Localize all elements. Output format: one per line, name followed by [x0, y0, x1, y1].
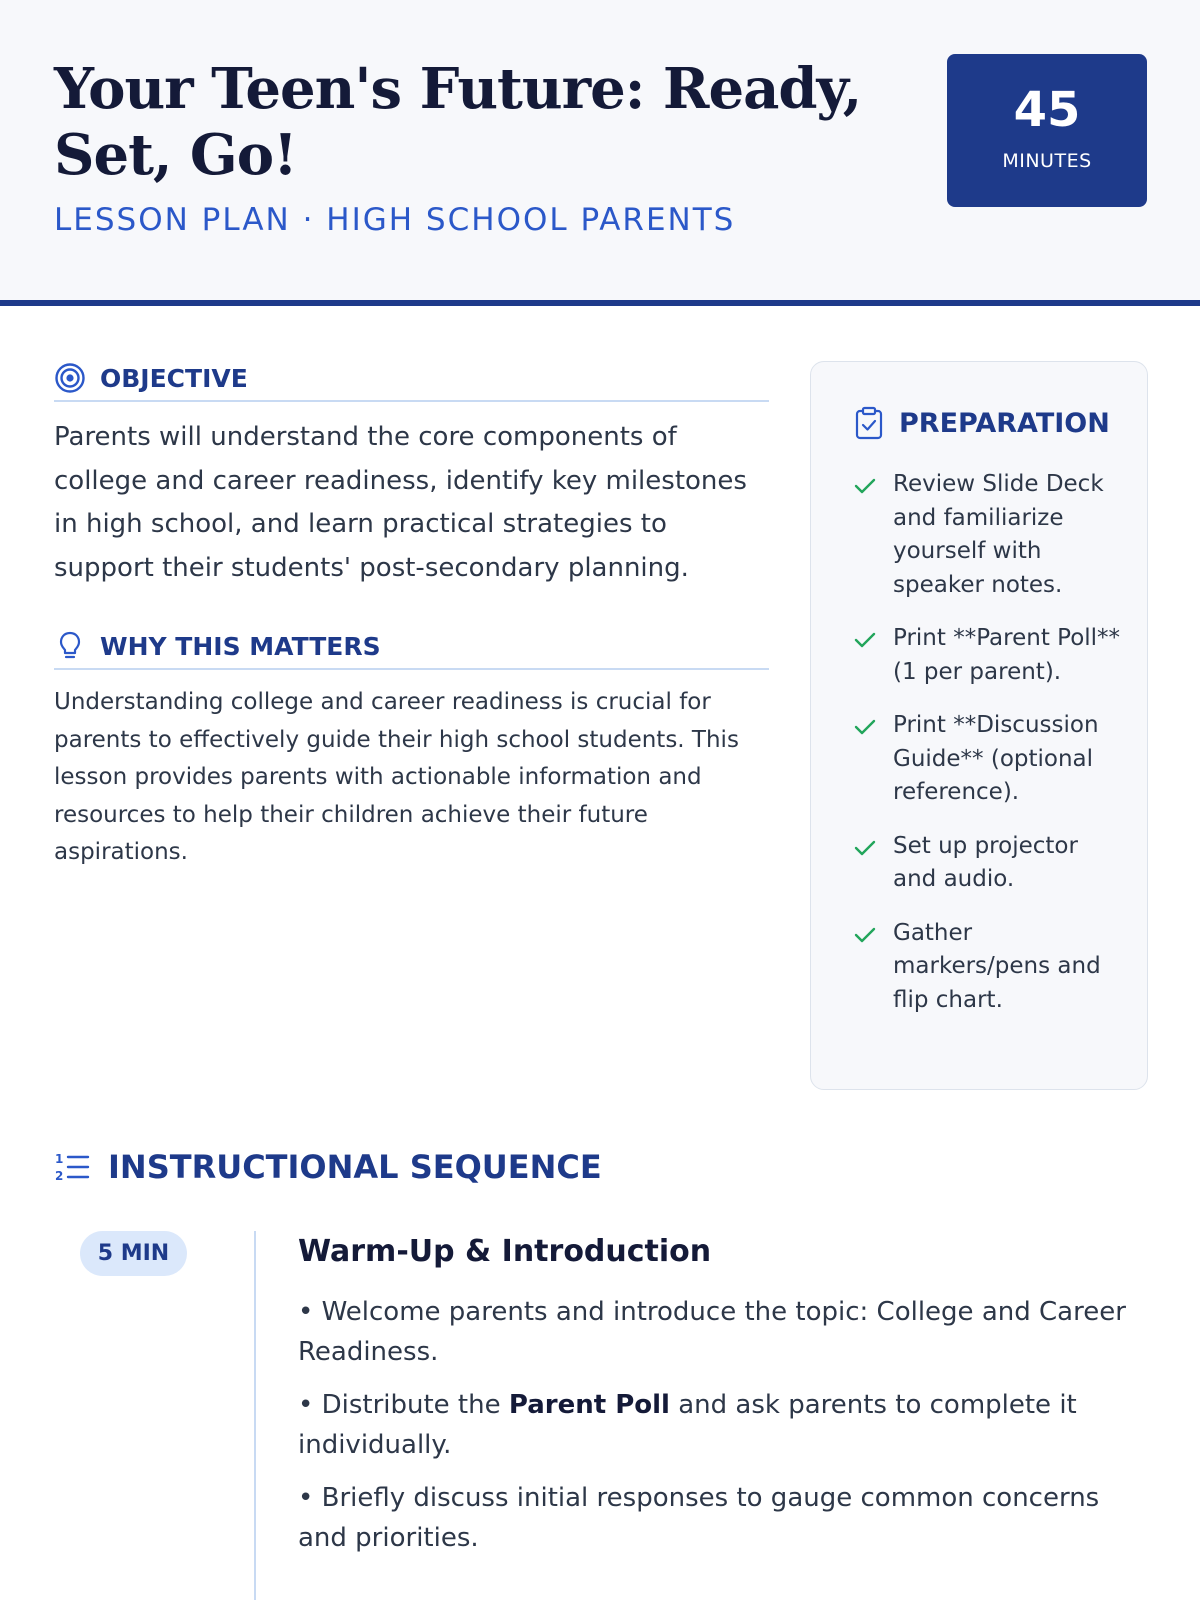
target-icon [54, 362, 86, 394]
step-title: Warm-Up & Introduction [298, 1234, 712, 1269]
instructional-sequence-label: INSTRUCTIONAL SEQUENCE [108, 1148, 602, 1186]
timeline-divider [254, 1231, 256, 1600]
preparation-list [853, 468, 1123, 1037]
step-time-badge: 5 MIN [80, 1231, 187, 1276]
checkmark-icon [853, 630, 877, 650]
step-bullet [298, 1385, 1128, 1465]
checkmark-icon [853, 925, 877, 945]
svg-text:1: 1 [55, 1152, 64, 1166]
step-bullet-text: • Distribute the [298, 1390, 509, 1420]
duration-unit: MINUTES [1002, 150, 1092, 172]
checkmark-icon [853, 838, 877, 858]
svg-text:2: 2 [55, 1169, 64, 1183]
numbered-list-icon [54, 1150, 90, 1184]
preparation-item-text: Gather markers/pens and flip chart. [893, 919, 1101, 1013]
step-bullet-text: • Welcome parents and introduce the topic: College and Career Readiness. [298, 1297, 1126, 1367]
why-heading [54, 626, 769, 670]
step-bullet-text: • Briefly discuss initial responses to gauge common concerns and priorities. [298, 1483, 1100, 1553]
step-bullet-list [298, 1292, 1128, 1571]
preparation-item [853, 830, 1123, 897]
step-bullet [298, 1292, 1128, 1372]
objective-text: Parents will understand the core components of college and career readiness, identify key milestones in high school, and learn practical strategies to support their students' post-secondary planning. [54, 422, 747, 583]
objective-heading-label: OBJECTIVE [100, 364, 248, 393]
preparation-item [853, 917, 1123, 1018]
preparation-item [853, 709, 1123, 810]
page-subtitle: LESSON PLAN · HIGH SCHOOL PARENTS [54, 202, 736, 238]
duration-value: 45 [1013, 82, 1081, 138]
preparation-panel [810, 361, 1148, 1090]
step-bullet-bold-text: Parent Poll [508, 1390, 670, 1420]
step-bullet-text: and ask parents to complete it individually. [298, 1390, 1077, 1460]
preparation-heading-label: PREPARATION [899, 408, 1110, 439]
page-title: Your Teen's Future: Ready, Set, Go! [54, 56, 862, 188]
clipboard-check-icon [853, 406, 885, 440]
preparation-item-text: Review Slide Deck and familiarize yourself with speaker notes. [893, 471, 1104, 598]
objective-heading [54, 358, 769, 402]
duration-badge [947, 54, 1147, 207]
step-bullet [298, 1478, 1128, 1558]
checkmark-icon [853, 476, 877, 496]
preparation-item [853, 622, 1123, 689]
preparation-item [853, 468, 1123, 602]
preparation-item-text: Set up projector and audio. [893, 832, 1078, 892]
why-heading-label: WHY THIS MATTERS [100, 632, 381, 661]
preparation-item-text: Print **Parent Poll** (1 per parent). [893, 625, 1121, 685]
preparation-item-text: Print **Discussion Guide** (optional reference). [893, 712, 1099, 805]
why-text: Understanding college and career readiness is crucial for parents to effectively guide their high school students. This lesson provides parents with actionable information and resources to help their children achieve their future aspirations. [54, 689, 739, 865]
lesson-header [0, 0, 1200, 306]
checkmark-icon [853, 717, 877, 737]
lightbulb-icon [54, 630, 86, 662]
